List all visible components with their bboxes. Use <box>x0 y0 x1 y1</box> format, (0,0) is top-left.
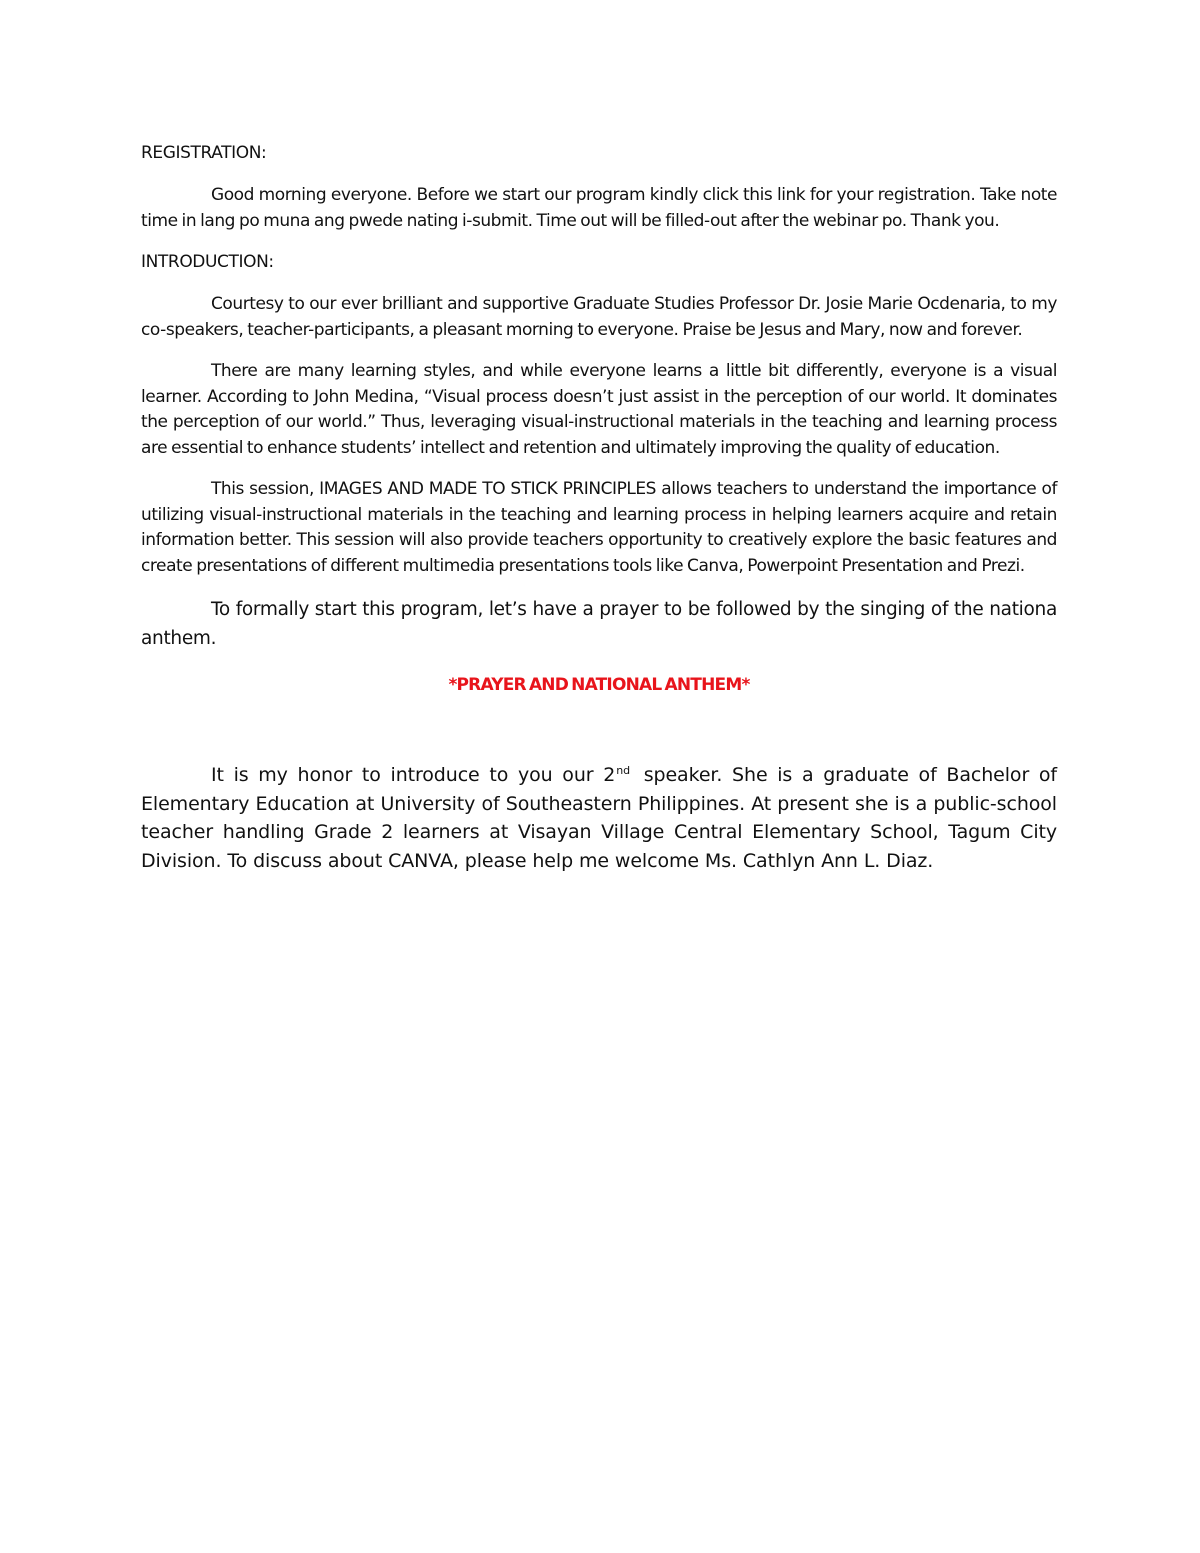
introduction-paragraph-1: Courtesy to our ever brilliant and supportive Graduate Studies Professor Dr. Josie Marie Ocdenaria, to my co-speakers, teacher-participants, a pleasant morning to everyone. Praise be Jesus and Mary, now and forever. <box>141 294 1057 340</box>
speaker-intro-rest: speaker. She is a graduate of Bachelor of Elementary Education at University of Southeastern Philippines. At present she is a public-school teacher handling Grade 2 learners at Visayan Village Central Elementary School, Tagum City Division. To discuss about CANVA, please help me welcome Ms. Cathlyn Ann L. Diaz. <box>141 764 1057 872</box>
speaker-introduction <box>141 761 1057 875</box>
speaker-intro-lead: It is my honor to introduce to you our 2 <box>211 764 616 786</box>
ordinal-suffix: nd <box>616 763 630 777</box>
registration-heading: REGISTRATION: <box>141 143 267 163</box>
introduction-paragraph-4: To formally start this program, let’s have a prayer to be followed by the singing of the nationa anthem. <box>141 599 1057 649</box>
registration-text: Good morning everyone. Before we start our program kindly click this link for your registration. Take note time in lang po muna ang pwede nating i-submit. Time out will be filled-out after the webinar po. Thank you. <box>141 185 1057 231</box>
prayer-anthem-label: *PRAYER AND NATIONAL ANTHEM* <box>448 675 750 695</box>
document-page <box>141 141 1057 875</box>
introduction-heading: INTRODUCTION: <box>141 252 274 272</box>
introduction-paragraph-3: This session, IMAGES AND MADE TO STICK PRINCIPLES allows teachers to understand the importance of utilizing visual-instructional materials in the teaching and learning process in helping learners acquire and retain information better. This session will also provide teachers opportunity to creatively explore the basic features and create presentations of different multimedia presentations tools like Canva, Powerpoint Presentation and Prezi. <box>141 479 1057 576</box>
introduction-paragraph-2: There are many learning styles, and while everyone learns a little bit differently, everyone is a visual learner. According to John Medina, “Visual process doesn’t just assist in the perception of our world. It dominates the perception of our world.” Thus, leveraging visual-instructional materials in the teaching and learning process are essential to enhance students’ intellect and retention and ultimately improving the quality of education. <box>141 361 1057 458</box>
